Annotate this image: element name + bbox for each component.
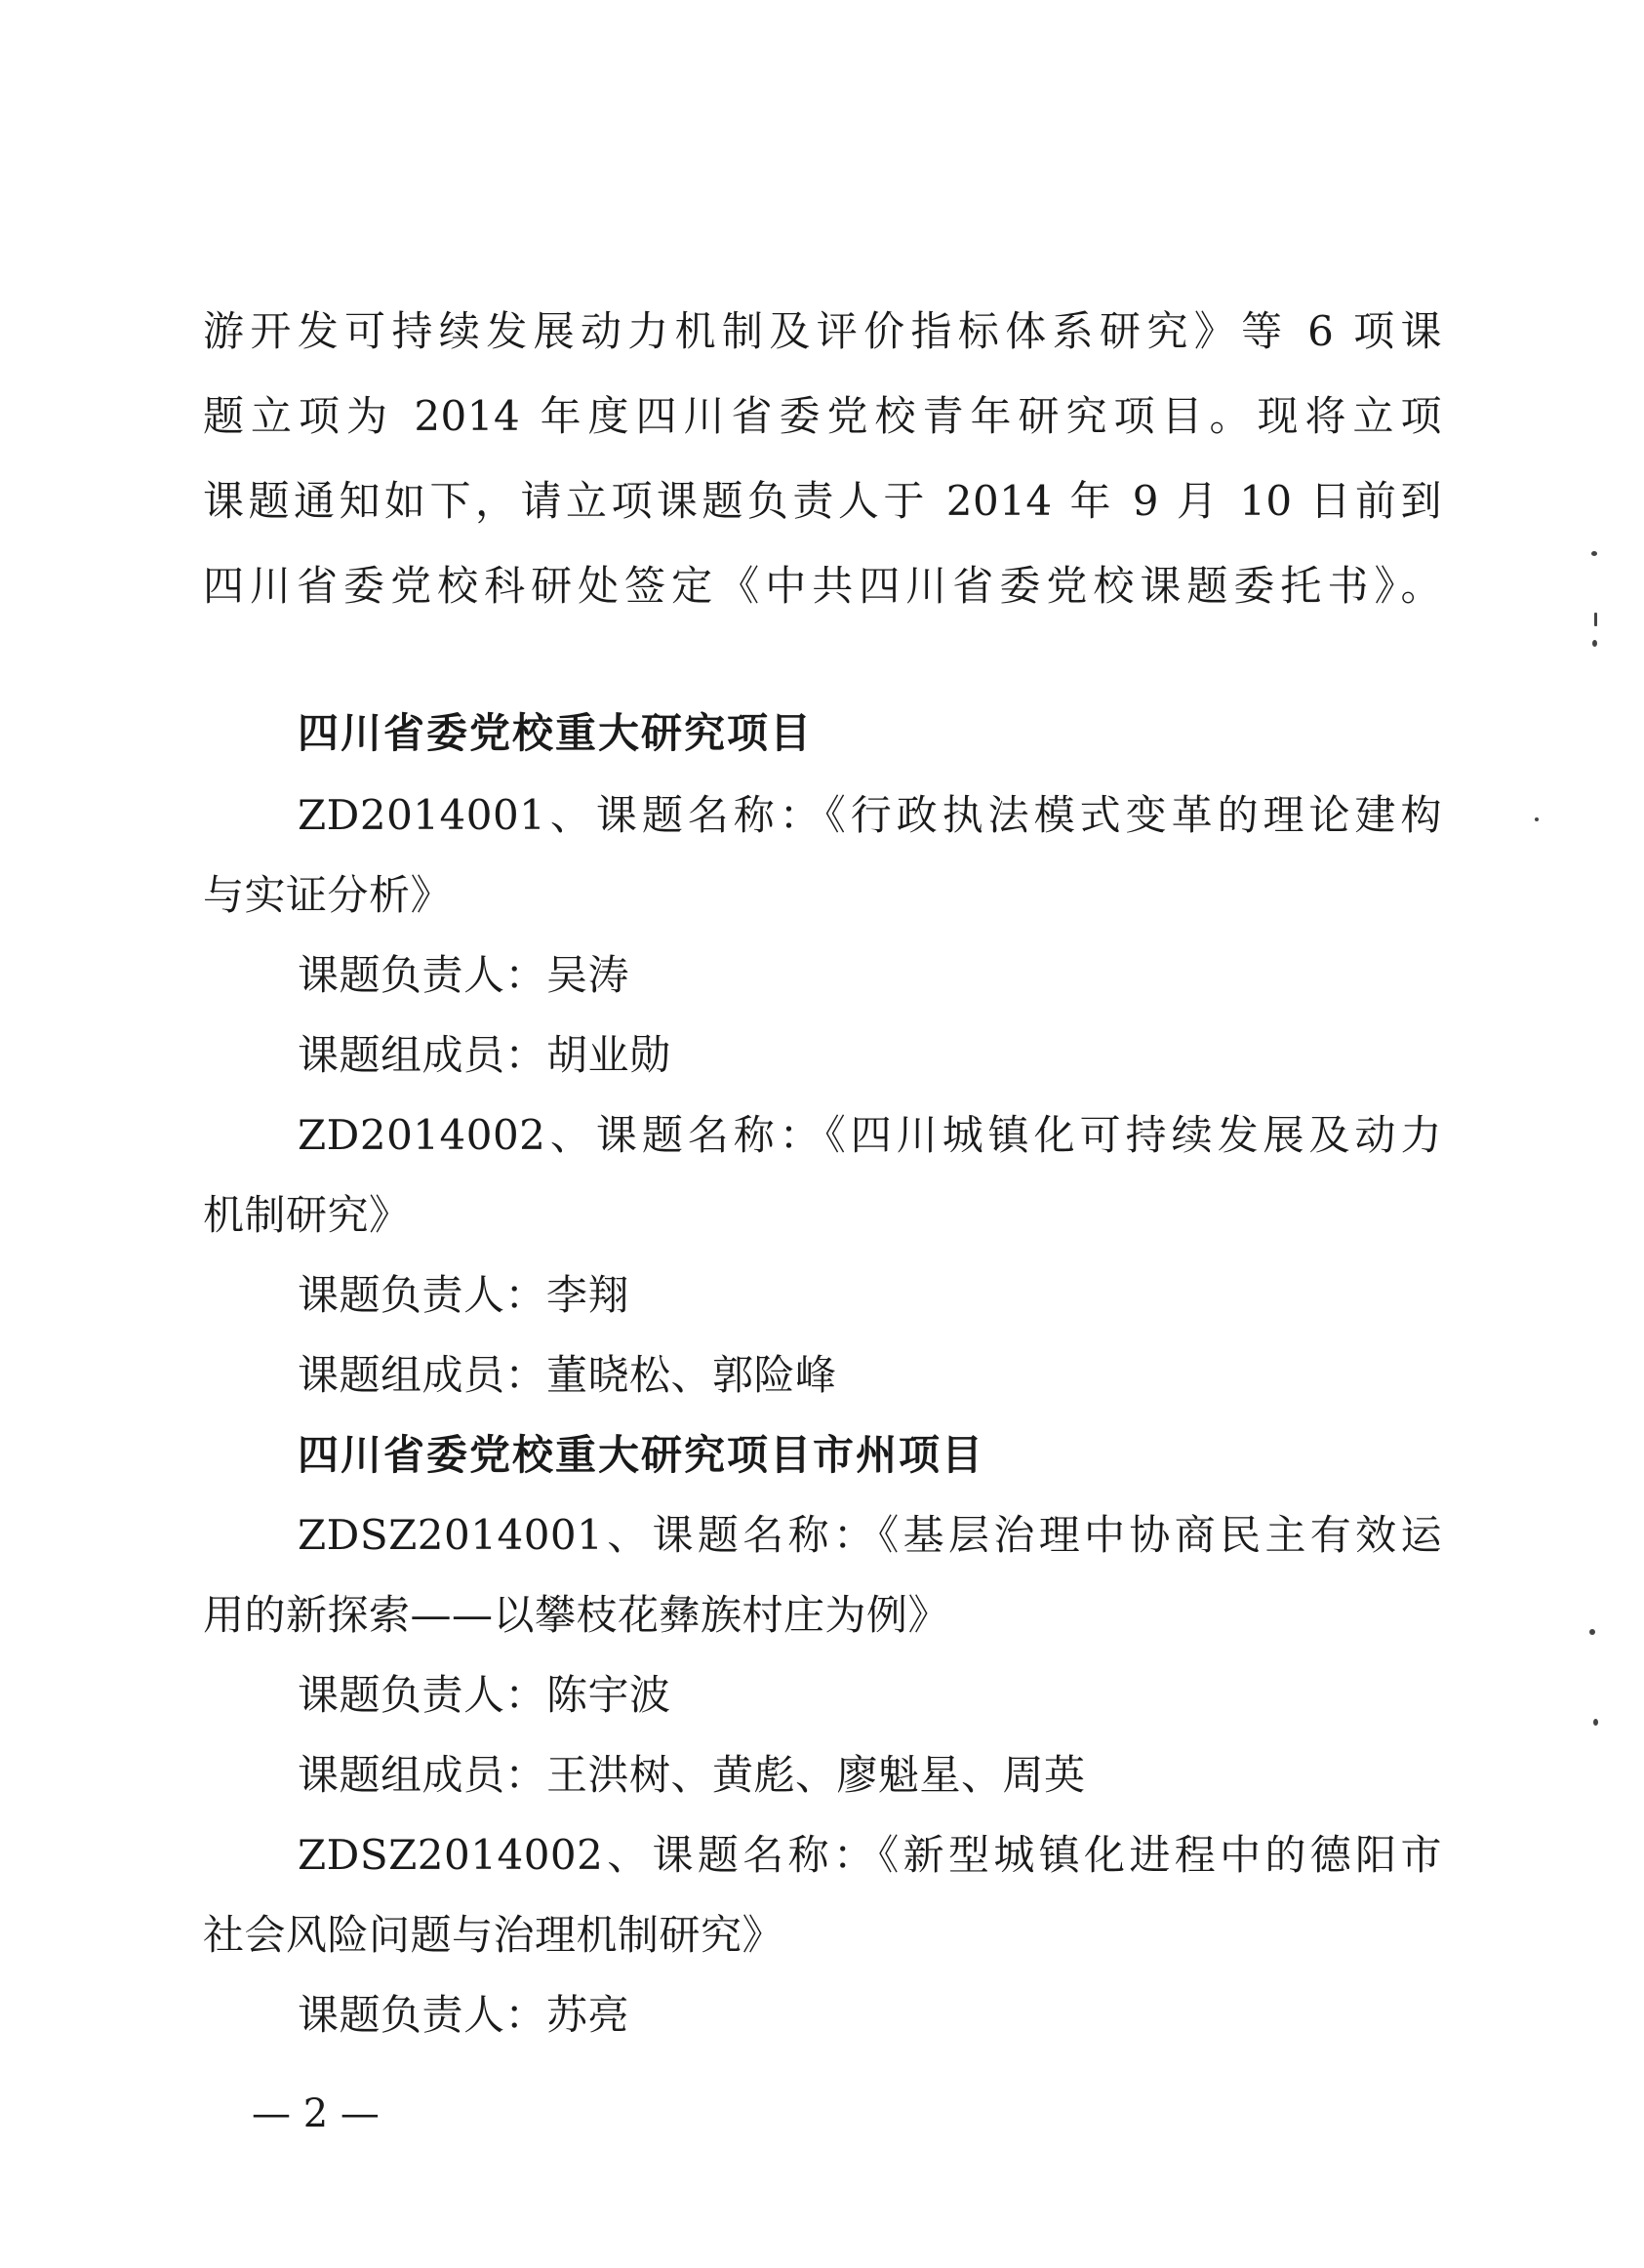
project-name-line: ZDSZ2014002、课题名称：《新型城镇化进程中的德阳市 (298, 1831, 1442, 1879)
section-title-major-projects: 四川省委党校重大研究项目 (298, 709, 814, 757)
project-members: 课题组成员：王洪树、黄彪、廖魁星、周英 (298, 1751, 1086, 1799)
section-title-city-projects: 四川省委党校重大研究项目市州项目 (298, 1431, 985, 1479)
project-leader: 课题负责人：陈宇波 (298, 1671, 671, 1719)
scan-speck (1594, 613, 1597, 626)
project-name-continuation: 用的新探索——以攀枝花彝族村庄为例》 (203, 1591, 950, 1639)
intro-line-2: 题立项为 2014 年度四川省委党校青年研究项目。现将立项 (203, 392, 1442, 440)
scan-speck (1535, 817, 1539, 821)
scan-speck (1591, 551, 1597, 556)
project-name-line: ZDSZ2014001、课题名称：《基层治理中协商民主有效运 (298, 1511, 1442, 1559)
project-leader: 课题负责人：吴涛 (298, 951, 630, 999)
project-name-continuation: 社会风险问题与治理机制研究》 (203, 1911, 784, 1959)
intro-line-1: 游开发可持续发展动力机制及评价指标体系研究》等 6 项课 (203, 307, 1442, 355)
project-members: 课题组成员：董晓松、郭险峰 (298, 1351, 837, 1399)
project-leader: 课题负责人：李翔 (298, 1271, 630, 1319)
project-name-continuation: 与实证分析》 (203, 871, 453, 919)
project-name-continuation: 机制研究》 (203, 1191, 411, 1239)
intro-line-4: 四川省委党校科研处签定《中共四川省委党校课题委托书》。 (203, 562, 1442, 610)
intro-line-3: 课题通知如下，请立项课题负责人于 2014 年 9 月 10 日前到 (203, 477, 1442, 525)
project-leader: 课题负责人：苏亮 (298, 1991, 630, 2039)
scan-speck (1593, 1719, 1598, 1726)
project-members: 课题组成员：胡业勋 (298, 1031, 671, 1079)
scan-speck (1592, 640, 1597, 647)
page-number: — 2 — (252, 2091, 380, 2136)
scan-speck (1589, 1629, 1595, 1635)
project-name-line: ZD2014002、课题名称：《四川城镇化可持续发展及动力 (298, 1111, 1442, 1159)
project-name-line: ZD2014001、课题名称：《行政执法模式变革的理论建构 (298, 791, 1442, 839)
